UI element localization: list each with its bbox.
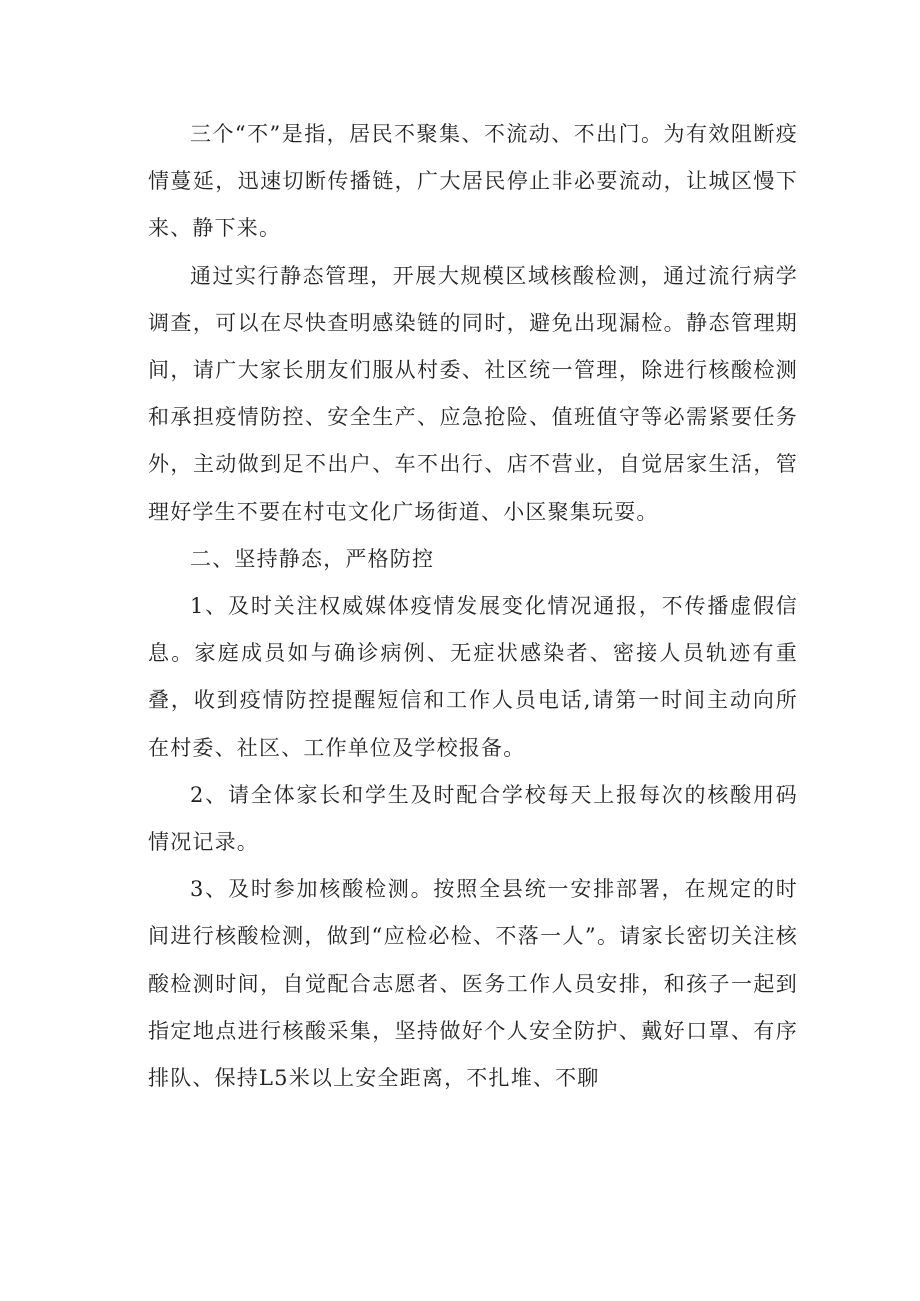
section-heading: 二、坚持静态，严格防控 [190, 546, 435, 571]
paragraph-item-1: 1、及时关注权威媒体疫情发展变化情况通报，不传播虚假信息。家庭成员如与确诊病例、无症状感染者、密接人员轨迹有重叠，收到疫情防控提醒短信和工作人员电话,请第一时间主动向所在村委、社区、工作单位及学校报备。 [148, 594, 798, 760]
paragraph-static-management: 通过实行静态管理，开展大规模区域核酸检测，通过流行病学调查，可以在尽快查明感染链的同时，避免出现漏检。静态管理期间，请广大家长朋友们服从村委、社区统一管理，除进行核酸检测和承担疫情防控、安全生产、应急抢险、值班值守等必需紧要任务外，主动做到足不出户、车不出行、店不营业，自觉居家生活，管理好学生不要在村屯文化广场街道、小区聚集玩耍。 [148, 263, 798, 524]
paragraph-item-2: 2、请全体家长和学生及时配合学校每天上报每次的核酸用码情况记录。 [148, 782, 798, 855]
paragraph-item-3: 3、及时参加核酸检测。按照全县统一安排部署，在规定的时间进行核酸检测，做到“应检必检、不落一人”。请家长密切关注核酸检测时间，自觉配合志愿者、医务工作人员安排，和孩子一起到指定地点进行核酸采集，坚持做好个人安全防护、戴好口罩、有序排队、保持L5米以上安全距离，不扎堆、不聊 [148, 877, 798, 1091]
paragraph-three-nos: 三个“不”是指，居民不聚集、不流动、不出门。为有效阻断疫情蔓延，迅速切断传播链，广大居民停止非必要流动，让城区慢下来、静下来。 [148, 122, 798, 241]
document-body [148, 111, 798, 1102]
